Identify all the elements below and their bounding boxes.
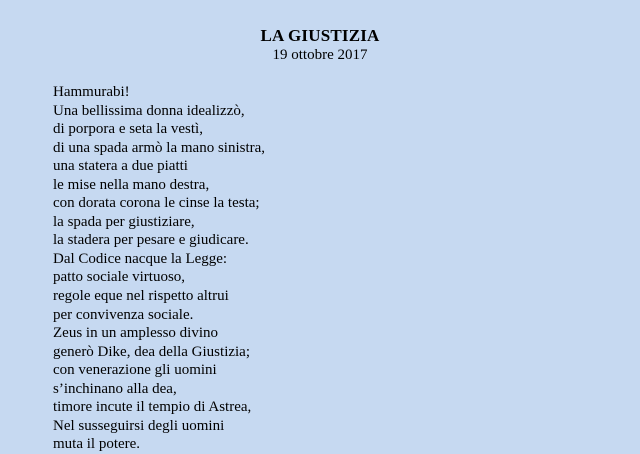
poem-line: Una bellissima donna idealizzò, — [53, 102, 245, 119]
poem-line: Zeus in un amplesso divino — [53, 325, 218, 342]
poem-line: per convivenza sociale. — [53, 306, 194, 323]
poem-line: la stadera per pesare e giudicare. — [53, 232, 249, 249]
poem-body — [53, 83, 265, 454]
poem-line: s’inchinano alla dea, — [53, 380, 177, 397]
poem-line: Dal Codice nacque la Legge: — [53, 250, 228, 267]
poem-date: 19 ottobre 2017 — [272, 47, 368, 63]
poem-line: muta il potere. — [53, 436, 141, 453]
poem-line: Hammurabi! — [53, 84, 130, 100]
poem-line: di una spada armò la mano sinistra, — [53, 139, 266, 156]
poem-line: Nel susseguirsi degli uomini — [53, 417, 225, 434]
poem-line: patto sociale virtuoso, — [53, 269, 186, 286]
poem-line: generò Dike, dea della Giustizia; — [53, 343, 251, 360]
poem-line: timore incute il tempio di Astrea, — [53, 399, 252, 416]
poem-line: le mise nella mano destra, — [53, 176, 210, 193]
poem-line: con venerazione gli uomini — [53, 362, 217, 379]
poem-line: di porpora e seta la vestì, — [53, 121, 203, 138]
poem-line: una statera a due piatti — [53, 158, 188, 175]
poem-title: LA GIUSTIZIA — [260, 26, 380, 45]
poem-line: la spada per giustiziare, — [53, 213, 195, 230]
poem-line: regole eque nel rispetto altrui — [53, 288, 229, 305]
poem-line: con dorata corona le cinse la testa; — [53, 195, 260, 212]
